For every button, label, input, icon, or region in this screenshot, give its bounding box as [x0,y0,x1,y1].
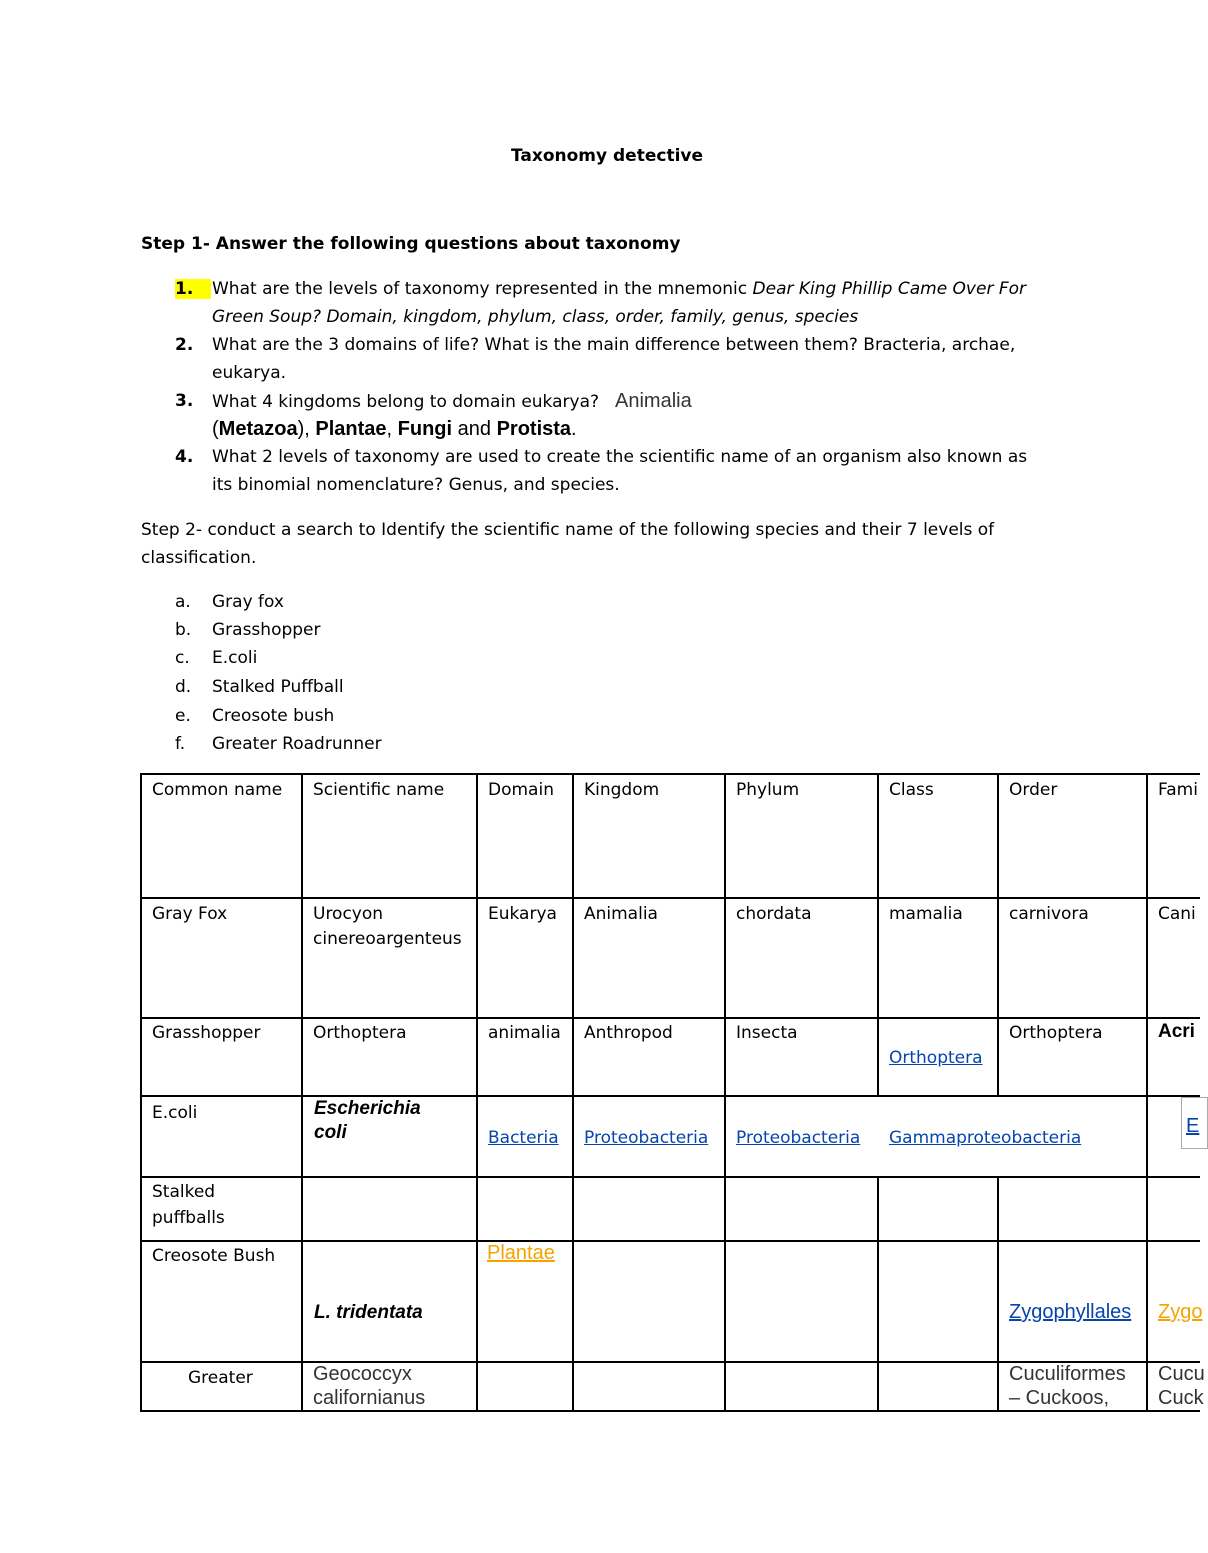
table-rule [724,773,726,1412]
row-creosote-order-link[interactable]: Zygophyllales [1009,1301,1132,1323]
row-roadrunner-common: Greater [188,1368,253,1388]
list-item: E.coli [212,648,258,668]
q4-line2: its binomial nomenclature? Genus, and species. [212,475,620,495]
row-grayfox-common: Gray Fox [152,904,228,924]
header-phylum: Phylum [736,780,800,800]
header-class: Class [889,780,934,800]
table-rule [140,773,1200,775]
page-title: Taxonomy detective [511,146,704,166]
q3-answer-plantae: Plantae [315,418,387,440]
list-item: Grasshopper [212,620,321,640]
row-ecoli-scientific-2: coli [314,1122,347,1143]
q2-line1: What are the 3 domains of life? What is the main difference between them? Bracteria, archae, [212,335,1016,355]
q3-line1 [212,391,692,412]
q1-mnemonic-a: Dear King Phillip Came Over For [752,279,1027,299]
row-grasshopper-order: Orthoptera [1009,1023,1103,1043]
step1-heading: Step 1- Answer the following questions about taxonomy [141,234,681,254]
row-puffball-common-1: Stalked [152,1182,216,1202]
list-label: f. [175,734,186,754]
row-ecoli-family-link[interactable]: E [1186,1115,1200,1137]
row-roadrunner-family-1: Cucu [1158,1363,1205,1385]
row-creosote-scientific: L. tridentata [314,1302,423,1323]
header-domain: Domain [488,780,554,800]
table-rule [877,773,879,1096]
q3-open-paren: ( [212,418,219,440]
row-roadrunner-order-2: – Cuckoos, [1009,1387,1110,1409]
row-grayfox-phylum: chordata [736,904,812,924]
step2-line1: Step 2- conduct a search to Identify the scientific name of the following species and their 7 levels of [141,520,995,540]
q3-answer-animalia: Animalia [615,390,692,412]
row-creosote-family-link[interactable]: Zygo [1158,1301,1203,1323]
header-order: Order [1009,780,1058,800]
table-rule [140,897,1200,899]
list-item: Greater Roadrunner [212,734,382,754]
step2-line2: classification. [141,548,257,568]
q4-line1: What 2 levels of taxonomy are used to create the scientific name of an organism also known as [212,447,1028,467]
q3-close-comma: ), [297,418,310,440]
table-rule [301,773,303,1412]
row-creosote-domain-link[interactable]: Plantae [487,1242,555,1264]
row-ecoli-kingdom-link[interactable]: Proteobacteria [584,1128,709,1148]
row-roadrunner-order-1: Cuculiformes [1009,1363,1126,1385]
table-rule [1146,773,1148,1412]
list-item: Creosote bush [212,706,335,726]
q3-answer-fungi: Fungi [397,418,453,440]
q2-line2: eukarya. [212,363,287,383]
row-grayfox-scientific-2: cinereoargenteus [313,929,462,949]
header-scientific-name: Scientific name [313,780,445,800]
q3-and: and [457,418,492,440]
row-grayfox-kingdom: Animalia [584,904,658,924]
row-grasshopper-scientific: Orthoptera [313,1023,407,1043]
row-grayfox-class: mamalia [889,904,963,924]
row-creosote-common: Creosote Bush [152,1246,276,1266]
q1-mnemonic-b: Green Soup? [212,307,322,327]
row-grayfox-family: Cani [1158,904,1196,924]
list-label: d. [175,677,192,697]
row-ecoli-scientific-1: Escherichia [314,1098,421,1119]
list-item: Stalked Puffball [212,677,344,697]
q3-answer-protista: Protista [496,418,572,440]
q3-period: . [571,418,577,440]
q1-number: 1. [175,279,211,299]
q3-text: What 4 kingdoms belong to domain eukarya? [212,392,600,412]
row-grasshopper-family: Acri [1158,1021,1195,1042]
table-rule [877,1176,879,1412]
row-grasshopper-common: Grasshopper [152,1023,261,1043]
row-ecoli-phylum-link[interactable]: Proteobacteria [736,1128,861,1148]
q4-number: 4. [175,447,194,467]
row-grasshopper-kingdom: Anthropod [584,1023,673,1043]
table-rule [997,1176,999,1412]
row-grasshopper-domain: animalia [488,1023,561,1043]
row-grayfox-order: carnivora [1009,904,1089,924]
q3-answer-metazoa: Metazoa [218,418,298,440]
row-roadrunner-scientific-1: Geococcyx [313,1363,412,1385]
list-label: c. [175,648,190,668]
table-rule [140,1240,1200,1242]
list-label: b. [175,620,192,640]
row-ecoli-class-link[interactable]: Gammaproteobacteria [889,1128,1082,1148]
header-common-name: Common name [152,780,283,800]
list-item: Gray fox [212,592,284,612]
q3-number: 3. [175,391,194,411]
row-roadrunner-family-2: Cuck [1158,1387,1204,1409]
table-rule [140,1095,1200,1097]
table-rule [140,1410,1200,1412]
q3-comma: , [386,418,393,440]
list-label: a. [175,592,191,612]
row-grasshopper-phylum: Insecta [736,1023,798,1043]
row-puffball-common-2: puffballs [152,1208,225,1228]
list-label: e. [175,706,191,726]
table-rule [140,1017,1200,1019]
q1-answer: Domain, kingdom, phylum, class, order, family, genus, species [326,307,859,327]
table-rule [140,1176,1200,1178]
q2-number: 2. [175,335,194,355]
header-kingdom: Kingdom [584,780,660,800]
row-ecoli-common: E.coli [152,1103,198,1123]
table-rule [572,773,574,1412]
row-ecoli-domain-link[interactable]: Bacteria [488,1128,559,1148]
table-rule [476,773,478,1412]
table-rule [997,773,999,1096]
row-grayfox-scientific-1: Urocyon [313,904,384,924]
row-grayfox-domain: Eukarya [488,904,557,924]
row-grasshopper-class-link[interactable]: Orthoptera [889,1048,983,1068]
q1-text: What are the levels of taxonomy represented in the mnemonic [212,279,753,299]
table-rule [140,773,142,1412]
row-roadrunner-scientific-2: californianus [313,1387,426,1409]
q3-line2 [212,417,577,441]
header-family: Fami [1158,780,1198,800]
q1-line2 [212,307,858,327]
q1-line1 [212,279,1026,299]
